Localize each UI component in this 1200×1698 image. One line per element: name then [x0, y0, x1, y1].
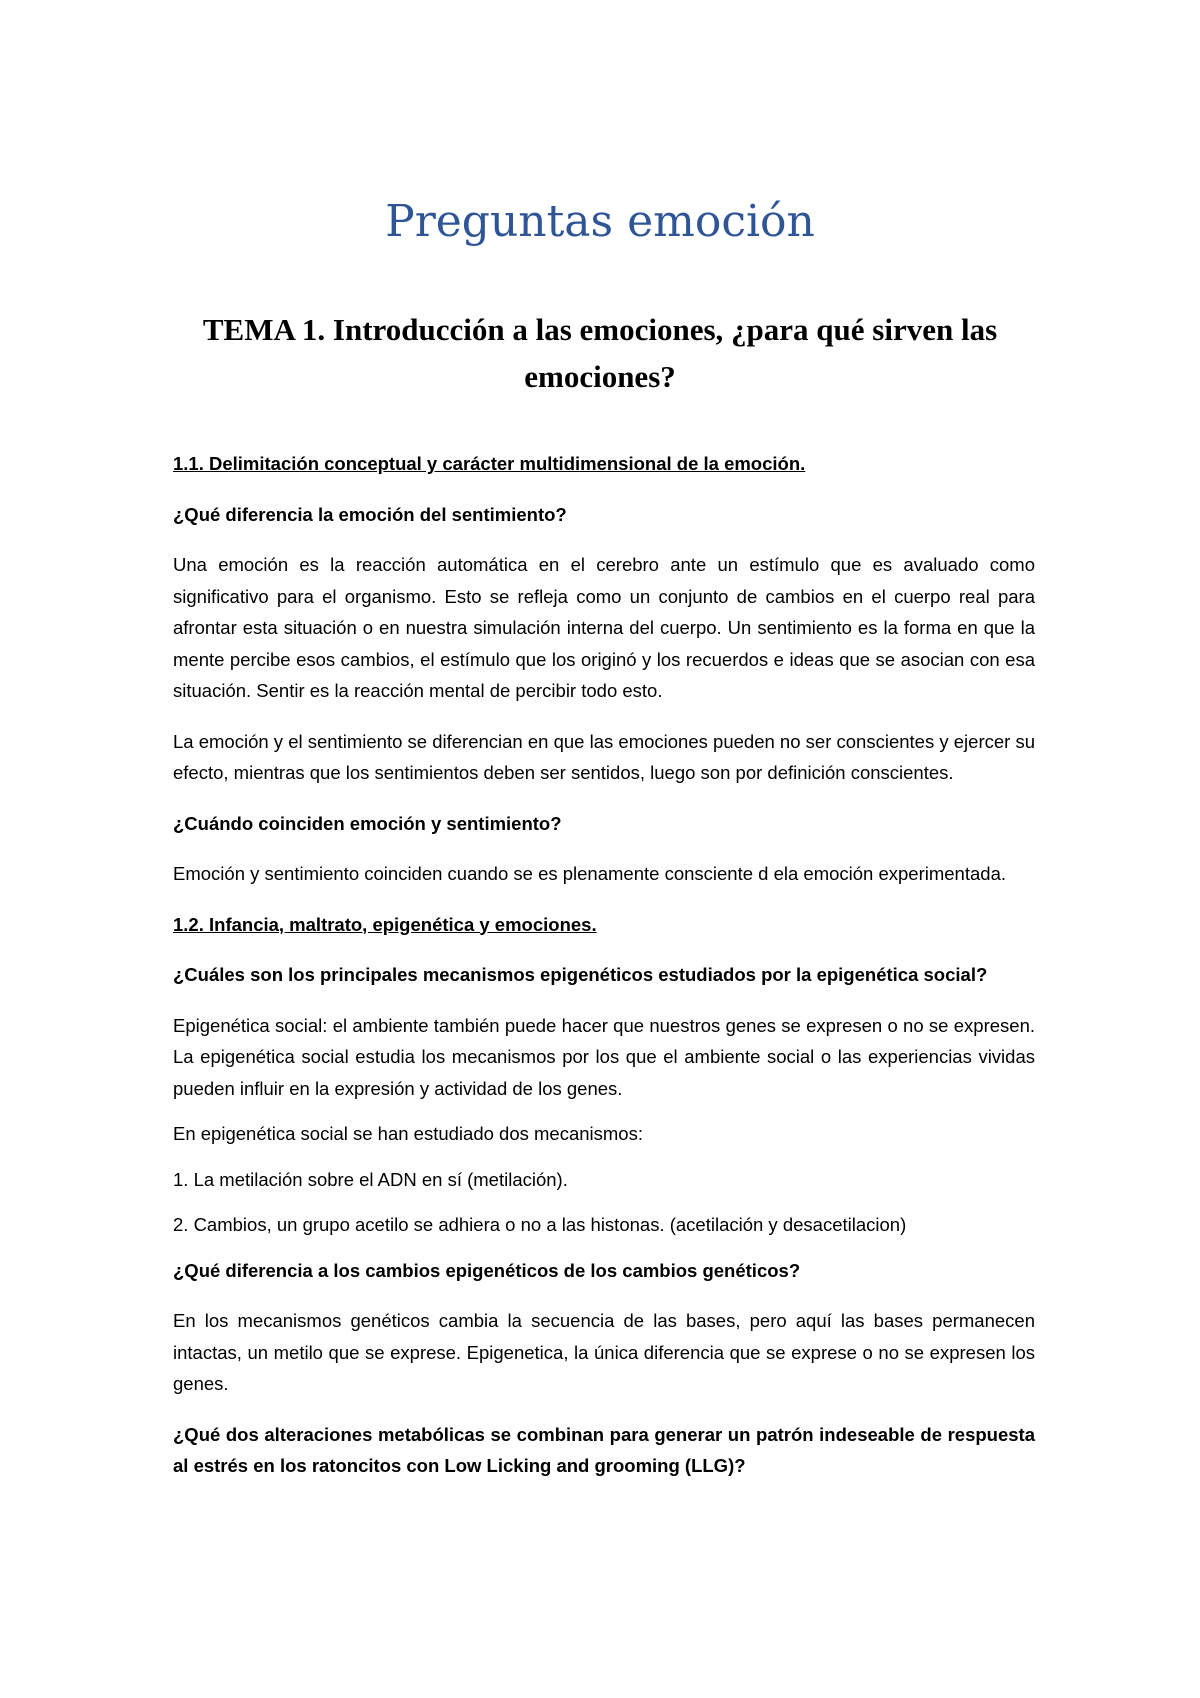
question: ¿Cuándo coinciden emoción y sentimiento? — [173, 812, 562, 834]
question: ¿Qué dos alteraciones metabólicas se combinan para generar un patrón indeseable de respuesta al estrés en los ratoncitos con Low Licking and grooming (LLG)? — [173, 1423, 1035, 1476]
answer-paragraph: Una emoción es la reacción automática en el cerebro ante un estímulo que es avaluado como significativo para el organismo. Esto se refleja como un conjunto de cambios en el cuerpo real para afrontar esta situación o en nuestra simulación interna del cuerpo. Un sentimiento es la forma en que la mente percibe esos cambios, el estímulo que los originó y los recuerdos e ideas que se asocian con esa situación. Sentir es la reacción mental de percibir todo esto. — [173, 554, 1035, 701]
question: ¿Qué diferencia la emoción del sentimiento? — [173, 503, 567, 525]
answer-paragraph: Emoción y sentimiento coinciden cuando se es plenamente consciente d ela emoción experimentada. — [173, 863, 1006, 884]
question: ¿Cuáles son los principales mecanismos epigenéticos estudiados por la epigenética social? — [173, 964, 988, 985]
section-heading: 1.2. Infancia, maltrato, epigenética y emociones. — [173, 913, 597, 935]
document-title: Preguntas emoción — [385, 196, 815, 247]
section-heading: 1.1. Delimitación conceptual y carácter multidimensional de la emoción. — [173, 453, 806, 474]
answer-paragraph: La emoción y el sentimiento se diferencian en que las emociones pueden no ser conscientes y ejercer su efecto, mientras que los sentimientos deben ser sentidos, luego son por definición conscientes. — [173, 730, 1035, 783]
answer-paragraph: En epigenética social se han estudiado dos mecanismos: — [173, 1123, 643, 1144]
answer-paragraph: En los mecanismos genéticos cambia la secuencia de las bases, pero aquí las bases permanecen intactas, un metilo que se exprese. Epigenetica, la única diferencia que se exprese o no se expresen los genes. — [173, 1310, 1035, 1394]
question: ¿Qué diferencia a los cambios epigenéticos de los cambios genéticos? — [173, 1259, 801, 1281]
answer-paragraph: Epigenética social: el ambiente también puede hacer que nuestros genes se expresen o no se expresen. La epigenética social estudia los mecanismos por los que el ambiente social o las experiencias vividas pueden influir en la expresión y actividad de los genes. — [173, 1014, 1035, 1099]
list-item: 1. La metilación sobre el ADN en sí (metilación). — [173, 1168, 568, 1190]
document-body — [173, 448, 1035, 1501]
topic-heading: TEMA 1. Introducción a las emociones, ¿para qué sirven las emociones? — [202, 312, 998, 394]
list-item: 2. Cambios, un grupo acetilo se adhiera o no a las histonas. (acetilación y desacetilacion) — [173, 1214, 907, 1235]
